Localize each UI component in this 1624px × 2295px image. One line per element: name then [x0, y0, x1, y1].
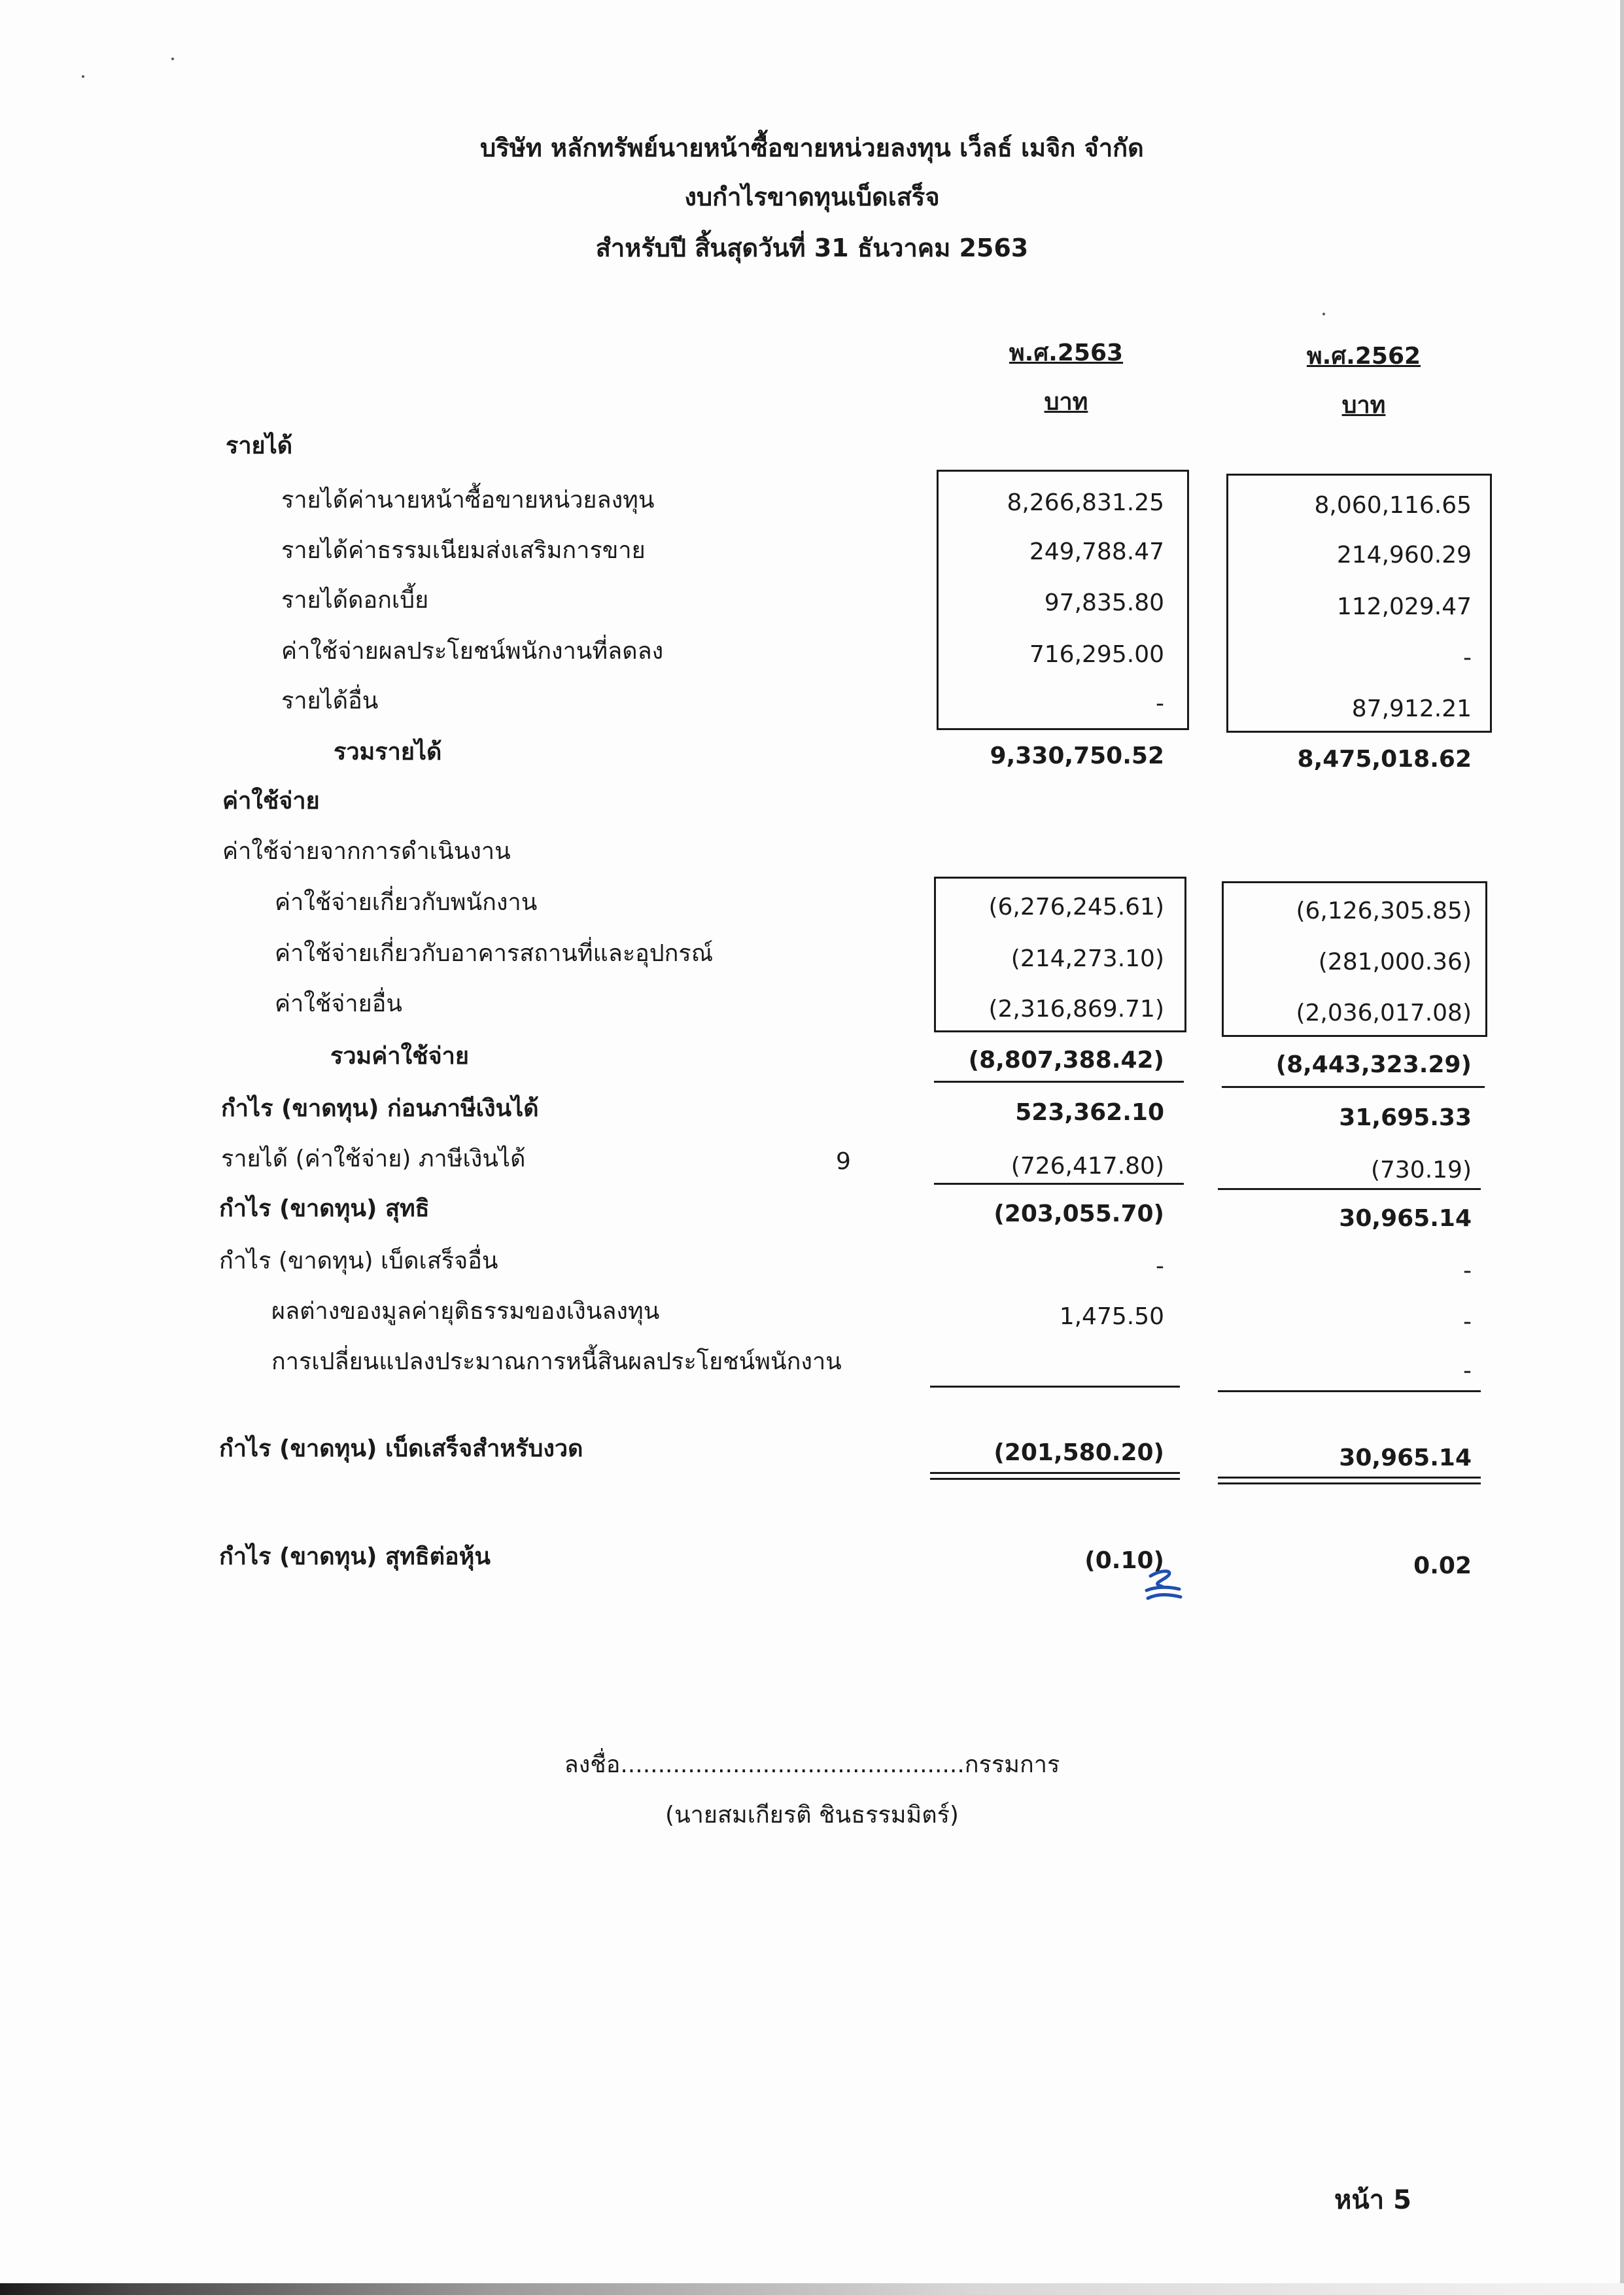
eps-2563: (0.10)	[1084, 1547, 1164, 1574]
tax-2562: (730.19)	[1370, 1157, 1472, 1183]
total-expense-rule-2562	[1222, 1086, 1485, 1088]
actuarial-2562: -	[1463, 1358, 1472, 1384]
scan-speck	[1322, 313, 1325, 315]
scan-speck	[82, 75, 84, 78]
oci-heading-label: กำไร (ขาดทุน) เบ็ดเสร็จอื่น	[219, 1248, 498, 1274]
tax-rule-2563	[934, 1183, 1184, 1185]
comprehensive-2563: (201,580.20)	[993, 1439, 1164, 1466]
fair-value-label: ผลต่างของมูลค่ายุติธรรมของเงินลงทุน	[271, 1298, 660, 1325]
actuarial-rule-2562	[1218, 1390, 1481, 1392]
col-2562-year: พ.ศ.2562	[1306, 343, 1421, 370]
pretax-2563: 523,362.10	[1015, 1099, 1164, 1126]
actuarial-label: การเปลี่ยนแปลงประมาณการหนี้สินผลประโยชน์พนักงาน	[271, 1348, 842, 1375]
comprehensive-label: กำไร (ขาดทุน) เบ็ดเสร็จสำหรับงวด	[219, 1435, 583, 1462]
other-income-2562: 87,912.21	[1351, 695, 1472, 722]
comprehensive-double-rule-2562	[1218, 1477, 1481, 1484]
other-income-label: รายได้อื่น	[281, 688, 379, 714]
other-expense-label: ค่าใช้จ่ายอื่น	[275, 990, 402, 1017]
oci-heading-2562: -	[1463, 1257, 1472, 1284]
interest-label: รายได้ดอกเบี้ย	[281, 587, 429, 614]
fair-value-2563: 1,475.50	[1059, 1303, 1164, 1330]
premises-expense-2562: (281,000.36)	[1318, 949, 1472, 975]
promo-fee-2562: 214,960.29	[1336, 542, 1472, 569]
company-name: บริษัท หลักทรัพย์นายหน้าซื้อขายหน่วยลงทุน เว็ลธ์ เมจิก จำกัด	[480, 133, 1144, 162]
scan-speck	[171, 58, 174, 60]
col-2562-unit: บาท	[1341, 392, 1386, 419]
staff-expense-2562: (6,126,305.85)	[1296, 898, 1472, 924]
signature-line: ลงชื่อ..............................................กรรมการ	[564, 1751, 1060, 1778]
tax-note-ref: 9	[836, 1148, 851, 1175]
total-expense-2562: (8,443,323.29)	[1275, 1051, 1472, 1078]
eps-2562: 0.02	[1413, 1552, 1472, 1579]
tax-rule-2562	[1218, 1188, 1481, 1190]
eps-label: กำไร (ขาดทุน) สุทธิต่อหุ้น	[219, 1543, 491, 1570]
net-label: กำไร (ขาดทุน) สุทธิ	[219, 1195, 430, 1222]
total-expense-label: รวมค่าใช้จ่าย	[330, 1043, 469, 1070]
promo-fee-label: รายได้ค่าธรรมเนียมส่งเสริมการขาย	[281, 537, 646, 564]
total-revenue-2562: 8,475,018.62	[1297, 746, 1472, 773]
revenue-heading: รายได้	[226, 432, 293, 459]
scan-edge-right	[1620, 0, 1624, 2295]
handwritten-initial	[1141, 1567, 1187, 1609]
statement-period: สำหรับปี สิ้นสุดวันที่ 31 ธันวาคม 2563	[595, 234, 1029, 262]
total-revenue-label: รวมรายได้	[334, 739, 442, 765]
total-expense-rule-2563	[934, 1081, 1184, 1083]
premises-expense-label: ค่าใช้จ่ายเกี่ยวกับอาคารสถานที่และอุปกรณ์	[275, 940, 714, 967]
comprehensive-double-rule-2563	[930, 1472, 1180, 1480]
oci-heading-2563: -	[1156, 1253, 1164, 1280]
signatory-name: (นายสมเกียรติ ชินธรรมมิตร์)	[665, 1802, 959, 1829]
fee-income-2562: 8,060,116.65	[1314, 492, 1472, 519]
promo-fee-2563: 249,788.47	[1029, 538, 1164, 565]
fee-income-2563: 8,266,831.25	[1007, 489, 1164, 516]
premises-expense-2563: (214,273.10)	[1011, 945, 1164, 972]
net-2563: (203,055.70)	[993, 1200, 1164, 1227]
operating-expense-heading: ค่าใช้จ่ายจากการดำเนินงาน	[222, 838, 511, 865]
scan-edge-bottom	[0, 2283, 1624, 2295]
fair-value-2562: -	[1463, 1308, 1472, 1335]
comprehensive-2562: 30,965.14	[1339, 1445, 1472, 1471]
actuarial-rule-2563	[930, 1386, 1180, 1388]
total-expense-2563: (8,807,388.42)	[968, 1047, 1164, 1074]
col-2563-year: พ.ศ.2563	[1009, 340, 1124, 366]
page-number: หน้า 5	[1334, 2185, 1411, 2215]
col-2563-unit: บาท	[1044, 389, 1088, 415]
net-2562: 30,965.14	[1339, 1205, 1472, 1232]
tax-label: รายได้ (ค่าใช้จ่าย) ภาษีเงินได้	[221, 1146, 526, 1172]
expense-heading: ค่าใช้จ่าย	[222, 788, 320, 815]
other-expense-2563: (2,316,869.71)	[988, 996, 1164, 1023]
staff-expense-2563: (6,276,245.61)	[988, 894, 1164, 920]
interest-2563: 97,835.80	[1044, 589, 1164, 616]
benefit-reduction-2562: -	[1463, 644, 1472, 671]
other-expense-2562: (2,036,017.08)	[1296, 1000, 1472, 1026]
benefit-reduction-label: ค่าใช้จ่ายผลประโยชน์พนักงานที่ลดลง	[281, 638, 664, 665]
tax-2563: (726,417.80)	[1011, 1153, 1164, 1180]
pretax-label: กำไร (ขาดทุน) ก่อนภาษีเงินได้	[221, 1095, 539, 1122]
benefit-reduction-2563: 716,295.00	[1029, 641, 1164, 668]
staff-expense-label: ค่าใช้จ่ายเกี่ยวกับพนักงาน	[275, 889, 538, 916]
fee-income-label: รายได้ค่านายหน้าซื้อขายหน่วยลงทุน	[281, 487, 655, 514]
statement-title: งบกำไรขาดทุนเบ็ดเสร็จ	[684, 183, 940, 211]
interest-2562: 112,029.47	[1336, 593, 1472, 620]
total-revenue-2563: 9,330,750.52	[990, 743, 1164, 769]
pretax-2562: 31,695.33	[1339, 1104, 1472, 1131]
other-income-2563: -	[1156, 690, 1164, 717]
